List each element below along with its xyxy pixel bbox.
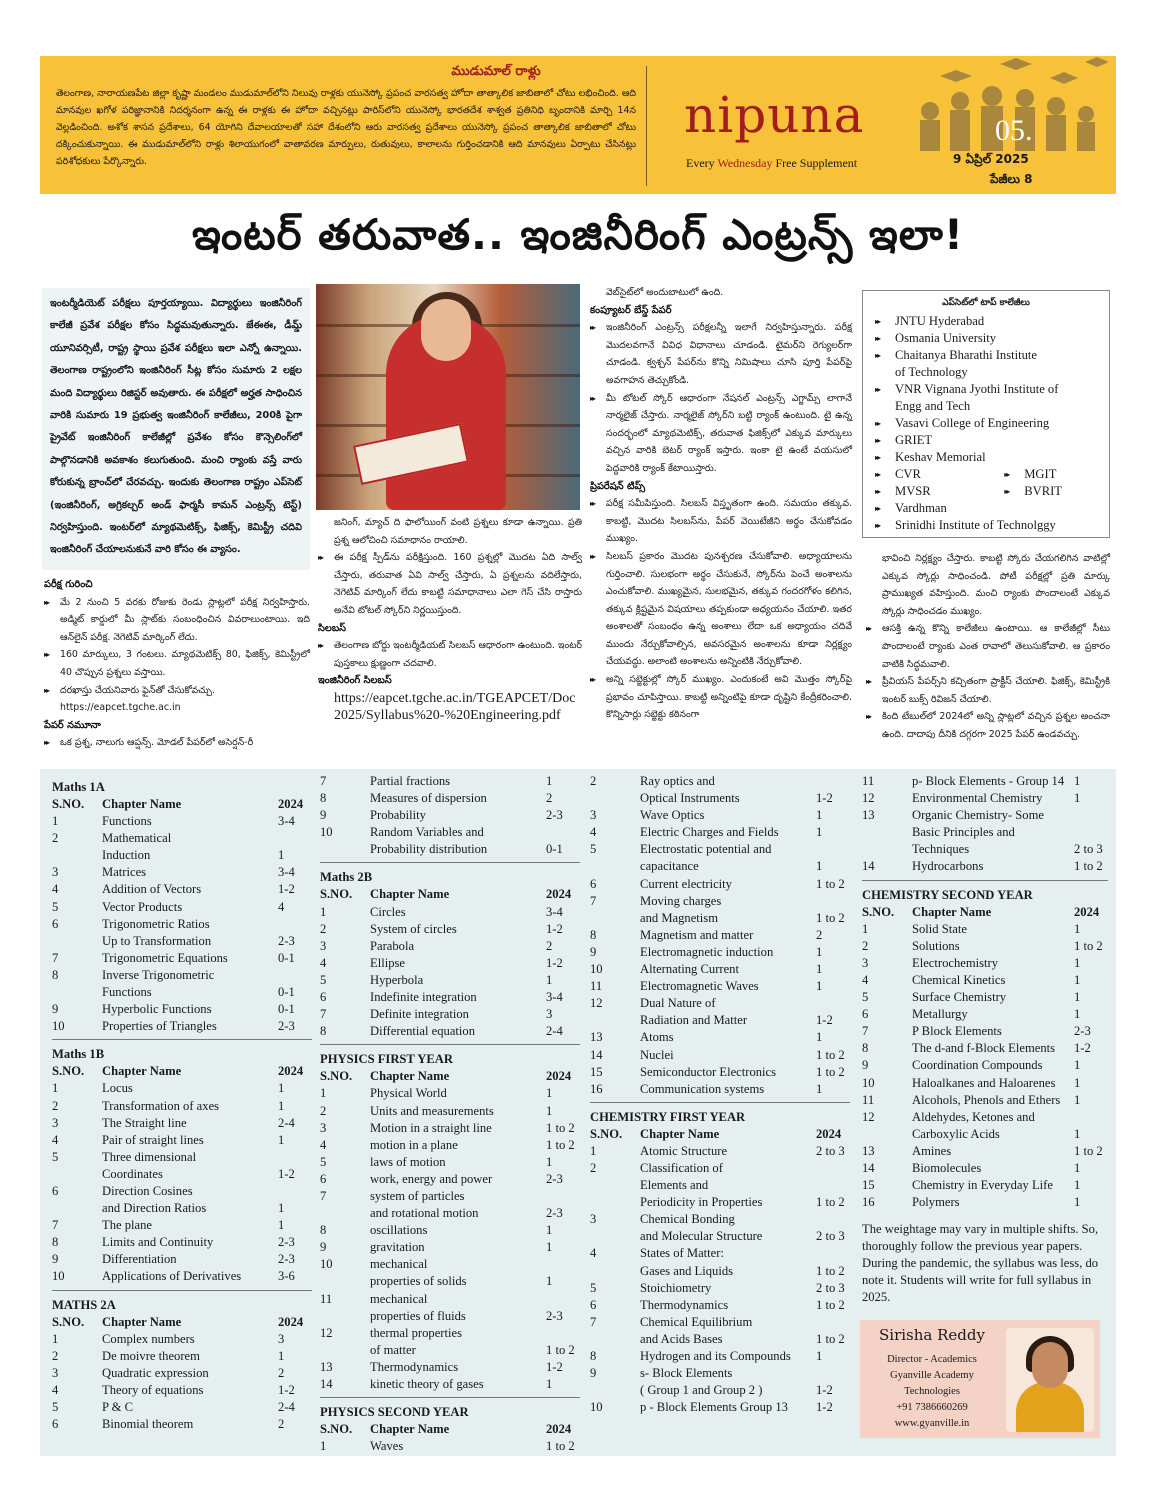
table-row: Gases and Liquids 1 to 2: [640, 1263, 845, 1278]
table-row: Up to Transformation 2-3: [102, 933, 295, 948]
table-row: 6 Metallurgy 1: [862, 1007, 1081, 1022]
table-row: 8 Measures of dispersion 2: [320, 791, 553, 806]
table-row: 14 kinetic theory of gases 1: [320, 1377, 553, 1391]
paragraph: భావించి నిర్లక్ష్యం చేస్తారు. కాబట్టి స్కోరు చేయగలిగిన వాటిల్లో ఎక్కువ స్కోర్లు సాధించండి. పోటీ పరీక్షల్లో ప్రతి మార్కు ప్రాముఖ్యత వహిస్తుంది. మంచి ర్యాంకు పొందాలంటే ఎక్కువ స్కోర్లు సాధించడం ముఖ్యం.: [882, 553, 1110, 617]
table-row: 11 Electromagnetic Waves 1: [590, 979, 823, 994]
bullet: ▸▸ దరఖాస్తు చేయనివారు ఫైన్‌తో చేసుకోవచ్చు.: [44, 682, 310, 700]
table-row: 13 Atoms 1: [590, 1030, 823, 1045]
table-row: 9 Hyperbolic Functions 0-1: [52, 1002, 295, 1017]
college-item: ▸▸ Vasavi College of Engineering: [869, 415, 1103, 432]
table-row: Optical Instruments 1-2: [640, 791, 833, 806]
article-column-1: [44, 576, 310, 752]
table-row: Radiation and Matter 1-2: [640, 1013, 833, 1028]
table-title: Maths 2B: [320, 870, 373, 885]
table-row: 5 Surface Chemistry 1: [862, 990, 1081, 1005]
table-divider: [862, 880, 1108, 881]
bullet: ▸▸ పరీక్ష సమీపిస్తుంది. సిలబస్ విస్తృతంగా ఉంది. సమయం తక్కువ. కాబట్టి, మొదట సిలబస్‌ను, పేపర్ వెయిటేజీని అర్థం చేసుకోవడం ముఖ్యం.: [590, 495, 852, 548]
table-divider: [590, 1102, 850, 1103]
section-heading: పేపర్ నమూనా: [44, 719, 101, 731]
table-row: 15 Semiconductor Electronics 1 to 2: [590, 1064, 845, 1079]
table-row: 10 Random Variables and: [320, 825, 484, 840]
exam-website-link[interactable]: https://eapcet.tgche.ac.in: [60, 702, 181, 714]
table-row: Basic Principles and: [912, 825, 1015, 840]
intro-text: ఇంటర్మీడియెట్ పరీక్షలు పూర్తయ్యాయి. విద్యార్థులు ఇంజినీరింగ్ కాలేజీ ప్రవేశ పరీక్షల కోసం సిద్ధమవుతున్నారు. జేఈఈ, డీమ్డ్ యూనివర్సిటీ, రాష్ట్ర స్థాయి ప్రవేశ పరీక్షలు ఇలా ఎన్నో ఉన్నాయి. తెలంగాణ రాష్ట్రంలోని ఇంజినీరింగ్ సీట్ల కోసం సుమారు 2 లక్షల మంది విద్యార్థులు రిజిస్టర్ అవుతారు. ఈ పరీక్షలో అర్హత సాధించిన వారికి సుమారు 19 ప్రభుత్వ ఇంజినీరింగ్ కాలేజీలు, 200కి పైగా ప్రైవేట్ ఇంజినీరింగ్ కాలేజీల్లో ప్రవేశం కోసం కౌన్సెలింగ్‌లో పాల్గొనడానికి అవకాశం కలుగుతుంది. మంచి ర్యాంకు వస్తే వారు కోరుకున్న బ్రాంచ్‌లో చేరవచ్చు. ఇందుకు తెలంగాణ రాష్ట్రం ఎప్‌సెట్ (ఇంజినీరింగ్, అగ్రికల్చర్ అండ్ ఫార్మసీ కామన్ ఎంట్రన్స్ టెస్ట్) నిర్వహిస్తుంది. ఇంటర్‌లో మ్యాథమెటిక్స్, ఫిజిక్స్, కెమిస్ట్రీ చదివి ఇంజినీరింగ్ చేయాలనుకునే వారి కోసం ఈ వ్యాసం.: [50, 298, 302, 556]
bullet: ▸▸ 160 మార్కులు, 3 గంటలు. మ్యాథమెటిక్స్ 80, ఫిజిక్స్, కెమిస్ట్రీలో 40 చొప్పున ప్రశ్నలు వస్తాయి.: [44, 646, 310, 681]
table-row: 8 Magnetism and matter 2: [590, 927, 823, 942]
table-row: 3 The Straight line 2-4: [52, 1115, 295, 1130]
table-row: 5 Stoichiometry 2 to 3: [590, 1280, 845, 1295]
bullet: ▸▸ మీ టోటల్ స్కోర్ ఆధారంగా నేషనల్ ఎంట్రన్స్ ఎగ్జామ్స్ లాగానే నార్మలైజ్ చేస్తారు. నార్మలైజ్ స్కోర్‌ని బట్టి ర్యాంక్ ఉంటుంది. టై ఉన్న సందర్భంలో మ్యాథమెటిక్స్, తరువాత ఫిజిక్స్‌లో ఎక్కువ మార్కులు వచ్చిన వారికి బెటర్ ర్యాంక్ ఇస్తారు. ఇంకా టై ఉంటే వయసులో పెద్దవారికి ర్యాంక్ కేటాయిస్తారు.: [590, 390, 852, 478]
table-row: 2 Mathematical: [52, 831, 172, 846]
table-row: 4 Ellipse 1-2: [320, 955, 563, 970]
table-row: ( Group 1 and Group 2 ) 1-2: [640, 1383, 833, 1398]
brand-logo: nipuna: [684, 86, 865, 144]
table-divider: [320, 1044, 580, 1045]
table-row: 5 laws of motion 1: [320, 1154, 553, 1169]
table-row: 2 Solutions 1 to 2: [862, 938, 1103, 953]
table-row: 12 Aldehydes, Ketones and: [862, 1109, 1035, 1124]
table-row: 6 Current electricity 1 to 2: [590, 876, 845, 891]
table-row: 6 Trigonometric Ratios: [52, 916, 210, 931]
table-row: 6 Binomial theorem 2: [52, 1417, 285, 1432]
bullet: ▸▸ ఈ పరీక్ష స్పీడ్‌ను పరీక్షిస్తుంది. 160 ప్రశ్నల్లో మొదట ఏది సాల్వ్ చేస్తారు, తరువాత ఏవి సాల్వ్ చేస్తారు, ఏ ప్రశ్నలను వదిలేస్తారు, నెగెటివ్ మార్కింగ్ లేదు కాబట్టి సమాధానాలు ఎలా గెస్ చేసి రాస్తారు అనేవి టోటల్ స్కోర్‌ని నిర్ణయిస్తుంది.: [318, 549, 582, 619]
author-info: Director - Academics Gyanville Academy Technologies +91 7386660269 www.gyanville.in: [887, 1354, 977, 1429]
bullet: ▸▸ కింది టేబుల్‌లో 2024లో అన్ని స్లాట్లలో వచ్చిన ప్రశ్నల అంచనా ఉంది. దాదాపు దీనికి దగ్గరగా 2025 పేపర్ ఉండవచ్చు.: [866, 708, 1110, 743]
table-row: 4 motion in a plane 1 to 2: [320, 1137, 575, 1152]
table-column-4: [862, 773, 1108, 1306]
author-photo: [1006, 1328, 1094, 1432]
table-header-row: S.NO. Chapter Name 2024: [862, 904, 1100, 919]
college-item: ▸▸ Srinidhi Institute of Technolggy: [869, 517, 1103, 534]
news-note: [56, 64, 636, 170]
table-row: 15 Chemistry in Everyday Life 1: [862, 1178, 1081, 1193]
table-title: CHEMISTRY FIRST YEAR: [590, 1109, 746, 1124]
table-header-row: S.NO. Chapter Name 2024: [590, 1126, 842, 1141]
top-colleges-box: [862, 290, 1110, 538]
news-note-title: ముడుమాల్ రాళ్లు: [451, 64, 541, 79]
table-header-row: S.NO. Chapter Name 2024: [52, 1314, 304, 1329]
masthead-band: [40, 56, 1116, 194]
table-row: 7 Moving charges: [590, 893, 722, 908]
table-row: 2 Transformation of axes 1: [52, 1098, 285, 1113]
table-row: 5 P & C 2-4: [52, 1400, 295, 1414]
intro-box: [42, 288, 310, 570]
article-column-3: [590, 284, 852, 724]
colleges-title: ఎప్‌సెట్‌లో టాప్ కాలేజీలు: [942, 298, 1030, 308]
table-row: 3 Parabola 2: [320, 938, 553, 953]
table-title: PHYSICS SECOND YEAR: [320, 1405, 469, 1420]
bullet: ▸▸ తెలంగాణ బోర్డు ఇంటర్మీడియట్ సిలబస్ ఆధారంగా ఉంటుంది. ఇంటర్ పుస్తకాలు క్షుణ్ణంగా చదవాలి.: [318, 637, 582, 672]
tagline: Every Wednesday Free Supplement: [686, 156, 858, 170]
table-title: CHEMISTRY SECOND YEAR: [862, 887, 1033, 902]
main-headline: ఇంటర్ తరువాత.. ఇంజినీరింగ్ ఎంట్రన్స్ ఇలా!: [192, 210, 964, 259]
section-heading: పరీక్ష గురించి: [44, 579, 93, 590]
table-row: 9 Probability 2-3: [320, 808, 563, 823]
bullet: ▸▸ ఆసక్తి ఉన్న కొన్ని కాలేజీలు ఉంటాయి. ఆ కాలేజీల్లో సీటు పొందాలంటే ర్యాంకు ఎంత రావాలో తెలుసుకోవాలి. ఆ ప్రకారం వాటికి సిద్ధమవాలి.: [866, 620, 1110, 673]
bullet: ▸▸ మే 2 నుంచి 5 వరకు రోజుకు రెండు స్లాట్లలో పరీక్ష నిర్వహిస్తారు. అడ్మిట్ కార్డులో మీ స్లాట్‌కు సంబంధించిన వివరాలుంటాయి. ఇది ఆన్‌లైన్ పరీక్ష. నెగెటివ్ మార్కింగ్ లేదు.: [44, 594, 310, 647]
table-row: and Direction Ratios 1: [102, 1201, 285, 1216]
table-row: 10 Haloalkanes and Haloarenes 1: [862, 1075, 1081, 1090]
bullet: ▸▸ ఇంజినీరింగ్ ఎంట్రన్స్ పరీక్షలన్నీ ఇలాగే నిర్వహిస్తున్నారు. పరీక్ష మొదలవగానే వివిధ విధానాలు చూడండి. టైమర్‌ని రెగ్యులర్‌గా చూడండి. క్వశ్చన్ పేపర్‌ను కొన్ని నిమిషాలు చూసి పూర్తి పేపర్‌పై అవగాహన తెచ్చుకోండి.: [590, 319, 852, 389]
table-row: of matter 1 to 2: [370, 1342, 575, 1357]
table-row: 12 Dual Nature of: [590, 996, 716, 1011]
issue-number: 05.: [995, 114, 1033, 147]
table-row: Elements and: [640, 1178, 709, 1193]
table-row: 4 Electric Charges and Fields 1: [590, 825, 823, 840]
table-header-row: S.NO. Chapter Name 2024: [52, 797, 304, 811]
article-column-2: [318, 514, 582, 724]
table-row: and Molecular Structure 2 to 3: [640, 1229, 845, 1244]
table-row: Techniques 2 to 3: [912, 842, 1103, 857]
divider: [646, 66, 647, 186]
college-item: ▸▸ Chaitanya Bharathi Institute: [869, 347, 1103, 364]
table-row: Induction 1: [102, 848, 285, 863]
table-row: 14 Hydrocarbons 1 to 2: [862, 859, 1103, 874]
table-row: 14 Biomolecules 1: [862, 1160, 1081, 1175]
table-row: 11 Alcohols, Phenols and Ethers 1: [862, 1092, 1081, 1107]
table-row: 1 Waves 1 to 2: [320, 1439, 575, 1454]
table-row: properties of fluids 2-3: [370, 1308, 563, 1323]
table-row: 10 Properties of Triangles 2-3: [52, 1019, 295, 1034]
table-row: 2 Classification of: [590, 1160, 723, 1175]
table-row: 1 Locus 1: [52, 1081, 285, 1096]
section-heading: ఇంజినీరింగ్ సిలబస్: [318, 675, 392, 687]
table-column-3: [590, 773, 850, 1416]
author-name: Sirisha Reddy: [879, 1326, 985, 1344]
bullet: ▸▸ అన్ని సబ్జెక్టుల్లో స్కోర్ ముఖ్యం. ఎందుకంటే అవి మొత్తం స్కోర్‌పై ప్రభావం చూపిస్తాయి. కాబట్టి అన్నింటిపై కూడా దృష్టిని కేంద్రీకరించాలి. కొన్నిసార్లు సబ్జెక్టు కఠినంగా: [590, 671, 852, 724]
table-row: 4 Chemical Kinetics 1: [862, 972, 1081, 987]
table-divider: [320, 1397, 580, 1398]
page-count: పేజీలు 8: [990, 172, 1033, 186]
author-card: [860, 1320, 1100, 1438]
table-row: 12 thermal properties: [320, 1325, 462, 1340]
table-column-1: [52, 773, 312, 1433]
section-heading: ప్రిపరేషన్ టిప్స్: [590, 480, 646, 492]
bullet: ▸▸ సిలబస్ ప్రకారం మొదట పునశ్చరణ చేసుకోవాలి. అధ్యాయాలను గుర్తించాలి. సులభంగా అర్థం చేసుకునే, స్కోర్‌ను పెంచే అంశాలను ఎంచుకోవాలి. ముఖ్యమైన, సులభమైన, తక్కువ గందరగోళం కలిగిన, తక్కువ క్లిష్టమైన విషయాలు తప్పకుండా అధ్యయనం చేయాలి. ఇతర అంశాలతో సంబంధం ఉన్న అంశాలు లేదా ఒక అధ్యాయం చదివే ముందు నేర్చుకోవాల్సిన, అవసరమైన అంశాలను కూడా నిర్లక్ష్యం చేయవద్దు. అలాంటి అంశాలను అన్నింటికి నేర్చుకోవాలి.: [590, 548, 852, 671]
table-column-2: [320, 773, 580, 1455]
table-row: 6 Indefinite integration 3-4: [320, 990, 563, 1005]
table-row: 9 Differentiation 2-3: [52, 1252, 295, 1267]
college-item: ▸▸ Osmania University: [869, 330, 1103, 347]
table-row: 6 work, energy and power 2-3: [320, 1171, 563, 1186]
table-row: 5 Electrostatic potential and: [590, 842, 772, 857]
table-row: 8 Limits and Continuity 2-3: [52, 1235, 295, 1250]
table-row: 13 Amines 1 to 2: [862, 1143, 1103, 1158]
table-title: Maths 1A: [52, 780, 105, 794]
table-row: 5 Hyperbola 1: [320, 972, 553, 987]
table-row: 1 Functions 3-4: [52, 814, 295, 829]
table-row: 2 Units and measurements 1: [320, 1103, 553, 1118]
table-row: Periodicity in Properties 1 to 2: [640, 1195, 845, 1210]
table-row: 7 Partial fractions 1: [320, 774, 553, 788]
article-column-4: [866, 550, 1110, 744]
table-row: 5 Three dimensional: [52, 1149, 197, 1164]
table-title: Maths 1B: [52, 1047, 105, 1062]
table-row: 8 Differential equation 2-4: [320, 1024, 563, 1039]
table-row: 8 The d-and f-Block Elements 1-2: [862, 1041, 1091, 1056]
college-item: ▸▸ JNTU Hyderabad: [869, 313, 1103, 330]
table-row: 2 De moivre theorem 1: [52, 1348, 285, 1363]
table-row: 9 Electromagnetic induction 1: [590, 944, 823, 959]
table-row: 3 Wave Optics 1: [590, 808, 823, 823]
table-row: 1 Complex numbers 3: [52, 1331, 285, 1346]
table-row: Functions 0-1: [102, 985, 295, 1000]
table-row: 8 Inverse Trigonometric: [52, 967, 215, 982]
table-row: 1 Solid State 1: [862, 921, 1081, 936]
weightage-footnote: The weightage may vary in multiple shifts. So, thoroughly follow the previous year papers. During the pandemic, the syllabus was less, do note it. Students will write for full syllabus in 2025.: [862, 1222, 1099, 1305]
table-row: 9 s- Block Elements: [590, 1366, 733, 1381]
college-item: ▸▸ VNR Vignana Jyothi Institute of: [869, 381, 1103, 398]
table-row: 7 The plane 1: [52, 1218, 285, 1233]
college-item-cont: of Technology: [895, 365, 968, 379]
table-row: 8 oscillations 1: [320, 1223, 553, 1238]
table-row: 12 Environmental Chemistry 1: [862, 791, 1081, 806]
table-row: 16 Polymers 1: [862, 1195, 1081, 1210]
table-row: Coordinates 1-2: [102, 1166, 295, 1181]
table-row: 4 Theory of equations 1-2: [52, 1382, 295, 1397]
college-item: ▸▸ Vardhman: [869, 500, 1103, 517]
table-row: 6 Thermodynamics 1 to 2: [590, 1297, 845, 1312]
table-row: 13 Thermodynamics 1-2: [320, 1359, 563, 1374]
table-row: 13 Organic Chemistry- Some: [862, 808, 1044, 823]
table-row: Probability distribution 0-1: [370, 842, 563, 857]
table-row: 7 Chemical Equilibrium: [590, 1314, 753, 1329]
table-divider: [320, 862, 580, 863]
table-title: MATHS 2A: [52, 1297, 116, 1312]
table-row: 7 Definite integration 3: [320, 1007, 553, 1022]
table-row: 7 Trigonometric Equations 0-1: [52, 950, 295, 965]
bullet: ▸▸ ఒక ప్రశ్న, నాలుగు ఆప్షన్స్. మోడల్ పేపర్‌లో అసెర్షన్-రీ: [44, 734, 310, 752]
bullet: ▸▸ ప్రీవియస్ పేపర్స్‌ని కచ్చితంగా ప్రాక్టీస్ చేయాలి. ఫిజిక్స్, కెమిస్ట్రీకి ఇంటర్ బుక్స్ రివిజన్ చేయాలి.: [866, 673, 1110, 708]
table-row: 4 Pair of straight lines 1: [52, 1132, 285, 1147]
section-heading: కంప్యూటర్ బేస్డ్ పేపర్: [590, 304, 672, 316]
table-row: 8 Hydrogen and its Compounds 1: [590, 1349, 823, 1363]
table-row: 4 States of Matter:: [590, 1246, 724, 1261]
table-row: 3 Matrices 3-4: [52, 865, 295, 880]
table-row: 7 P Block Elements 2-3: [862, 1024, 1091, 1039]
table-row: 5 Vector Products 4: [52, 899, 285, 914]
table-row: properties of solids 1: [370, 1274, 553, 1289]
table-row: 3 Motion in a straight line 1 to 2: [320, 1120, 575, 1135]
table-row: Carboxylic Acids 1: [912, 1126, 1081, 1141]
table-row: and Magnetism 1 to 2: [640, 910, 845, 925]
syllabus-link[interactable]: https://eapcet.tgche.ac.in/TGEAPCET/Doc2025/Syllabus%20-%20Engineering.pdf: [334, 690, 576, 723]
paragraph: వెబ్‌సైట్‌లో అందుబాటులో ఉంది.: [606, 287, 724, 298]
table-row: 1 Atomic Structure 2 to 3: [590, 1143, 845, 1158]
college-pair: ▸▸ CVR ▸▸ MGIT: [869, 466, 1103, 483]
table-row: 3 Chemical Bonding: [590, 1212, 735, 1227]
issue-date: 9 ఏప్రిల్ 2025: [953, 152, 1029, 166]
table-header-row: S.NO. Chapter Name 2024: [320, 1422, 572, 1437]
table-row: 7 system of particles: [320, 1188, 465, 1203]
table-header-row: S.NO. Chapter Name 2024: [52, 1064, 304, 1079]
table-row: 1 Physical World 1: [320, 1086, 553, 1101]
college-pair: ▸▸ MVSR ▸▸ BVRIT: [869, 483, 1103, 500]
table-row: 4 Addition of Vectors 1-2: [52, 882, 295, 897]
table-row: 14 Nuclei 1 to 2: [590, 1047, 845, 1062]
table-row: 9 Coordination Compounds 1: [862, 1058, 1081, 1073]
table-row: 3 Quadratic expression 2: [52, 1365, 285, 1380]
table-row: and Acids Bases 1 to 2: [640, 1331, 845, 1346]
table-row: and rotational motion 2-3: [370, 1206, 563, 1221]
college-item: ▸▸ Keshav Memorial: [869, 449, 1103, 466]
table-row: 10 Applications of Derivatives 3-6: [52, 1269, 295, 1284]
table-row: 10 p - Block Elements Group 13 1-2: [590, 1400, 833, 1415]
table-header-row: S.NO. Chapter Name 2024: [320, 887, 572, 902]
table-row: 2 System of circles 1-2: [320, 921, 563, 936]
table-row: 11 mechanical: [320, 1291, 428, 1306]
table-row: 3 Electrochemistry 1: [862, 955, 1081, 970]
table-row: 10 Alternating Current 1: [590, 962, 823, 977]
news-note-text: తెలంగాణ, నారాయణపేట జిల్లా కృష్ణా మండలం ముడుమాల్‌లోని నిలువు రాళ్లకు యునెస్కో ప్రపంచ వారసత్వ హోదా తాత్కాలిక జాబితాలో చోటు లభించింది. ఆది మానవుల ఖగోళ పరిజ్ఞానానికి నిదర్శనంగా ఉన్న ఈ రాళ్లకు ఈ హోదా వచ్చినట్లు పారిస్‌లోని యునెస్కో భారతదేశ శాశ్వత ప్రతినిధి బృందానికి మార్చి 14న వెల్లడించింది. అశోక శాసన ప్రదేశాలు, 64 యోగిని దేవాలయాలతో సహా దేశంలోని ఆరు వారసత్వ ప్రదేశాలు యునెస్కో ప్రపంచ తాత్కాలిక జాబితాలో చోటు దక్కించుకున్నాయి. ఈ ముడుమాల్‌లోని రాళ్లు శిలాయుగంలో వాతావరణ మార్పులు, రుతువులు, కాలాలను గుర్తించడానికి ఆది మానవులు ఏర్పాటు చేసినట్లు పరిశోధకులు పేర్కొన్నారు.: [56, 88, 636, 167]
table-divider: [52, 1039, 312, 1040]
table-divider: [52, 1290, 312, 1291]
college-item-cont: Engg and Tech: [895, 399, 971, 413]
table-row: 6 Direction Cosines: [52, 1183, 193, 1198]
table-row: 9 gravitation 1: [320, 1240, 553, 1255]
student-photo: [316, 284, 580, 510]
table-row: 2 Ray optics and: [590, 774, 715, 788]
paragraph: జనింగ్, మ్యాచ్ ది ఫాలోయింగ్ వంటి ప్రశ్నలు కూడా ఉన్నాయి. ప్రతి ప్రశ్న ఆలోచించి సమాధానం రాయాలి.: [334, 517, 582, 546]
table-title: PHYSICS FIRST YEAR: [320, 1052, 453, 1067]
table-row: 1 Circles 3-4: [320, 904, 563, 919]
table-row: 10 mechanical: [320, 1257, 428, 1272]
college-item: ▸▸ GRIET: [869, 432, 1103, 449]
table-row: capacitance 1: [640, 859, 823, 874]
table-row: 16 Communication systems 1: [590, 1081, 823, 1096]
section-heading: సిలబస్: [318, 622, 347, 634]
table-header-row: S.NO. Chapter Name 2024: [320, 1069, 572, 1084]
table-row: 11 p- Block Elements - Group 14 1: [862, 774, 1081, 788]
